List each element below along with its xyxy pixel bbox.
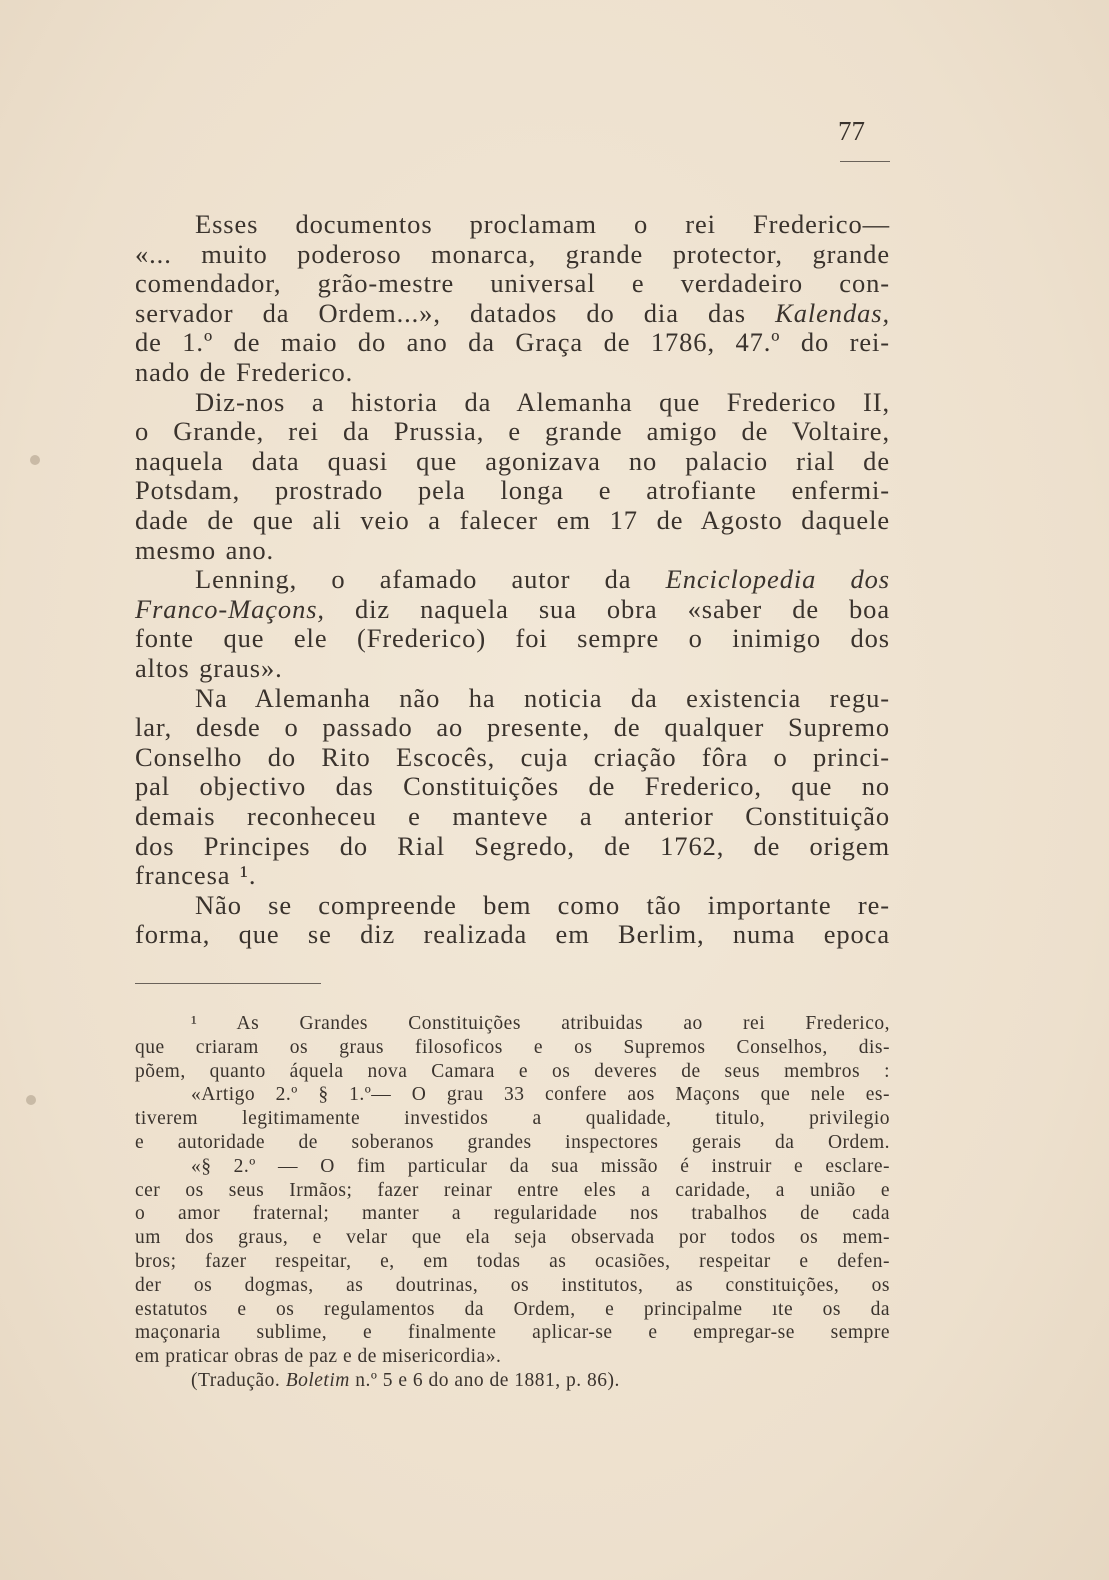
footnote-line xyxy=(135,1179,890,1203)
text-segment: de 1.º de maio do ano da Graça de 1786, 47.º do rei- xyxy=(135,327,890,358)
text-line xyxy=(135,564,890,594)
text-line xyxy=(135,416,890,446)
text-line xyxy=(135,505,890,535)
text-line xyxy=(135,623,890,653)
text-segment: diz naquela sua obra «saber de boa xyxy=(324,593,890,624)
text-segment: cer os seus Irmãos; fazer reinar entre eles a caridade, a união e xyxy=(135,1179,890,1201)
text-line xyxy=(135,268,890,298)
text-line xyxy=(135,860,890,890)
footnote-line xyxy=(135,1012,890,1036)
text-segment: francesa ¹. xyxy=(135,860,257,891)
text-line xyxy=(135,239,890,269)
footnote-separator xyxy=(135,983,321,984)
footnote-line xyxy=(135,1036,890,1060)
text-segment: põem, quanto áquela nova Camara e os deveres de seus membros : xyxy=(135,1060,890,1082)
footnote-line xyxy=(135,1298,890,1322)
text-line xyxy=(135,831,890,861)
text-line xyxy=(135,683,890,713)
text-line xyxy=(135,209,890,239)
text-segment: dade de que ali veio a falecer em 17 de Agosto daquele xyxy=(135,505,890,535)
footnote-line xyxy=(135,1202,890,1226)
text-segment: Potsdam, prostrado pela longa e atrofiante enfermi- xyxy=(135,475,890,506)
text-segment: Diz-nos a historia da Alemanha que Frederico II, xyxy=(195,386,890,417)
text-segment: mesmo ano. xyxy=(135,534,275,565)
text-segment: «... muito poderoso monarca, grande protector, grande xyxy=(135,238,890,269)
text-segment: Lenning, o afamado autor da xyxy=(195,564,666,595)
text-segment: em praticar obras de paz e de misericordia». xyxy=(135,1346,502,1368)
text-line xyxy=(135,801,890,831)
text-segment: lar, desde o passado ao presente, de qualquer Supremo xyxy=(135,712,890,743)
margin-blemish xyxy=(26,1095,36,1105)
footnote-line xyxy=(135,1226,890,1250)
footnote-line xyxy=(135,1131,890,1155)
footnote-line xyxy=(135,1250,890,1274)
footnote-line xyxy=(135,1083,890,1107)
text-segment: e autoridade de soberanos grandes inspectores gerais da Ordem. xyxy=(135,1132,890,1153)
text-segment: n.º 5 e 6 do ano de 1881, p. 86). xyxy=(349,1370,620,1391)
text-line xyxy=(135,919,890,949)
italic-text: Franco-Maçons, xyxy=(135,593,325,624)
margin-blemish xyxy=(30,455,40,465)
text-segment: (Tradução. xyxy=(191,1370,286,1391)
footnote-line xyxy=(135,1155,890,1179)
text-line xyxy=(135,535,890,565)
text-segment: tiverem legitimamente investidos a qualidade, titulo, privilegio xyxy=(135,1108,890,1130)
text-segment: dos Principes do Rial Segredo, de 1762, de origem xyxy=(135,830,890,861)
footnote-line xyxy=(135,1274,890,1298)
text-segment: Não se compreende bem como tão importante re- xyxy=(195,889,890,920)
text-segment: pal objectivo das Constituições de Frederico, que no xyxy=(135,771,890,802)
italic-text: Kalendas, xyxy=(775,297,890,328)
page-number-rule xyxy=(840,161,890,162)
text-segment: forma, que se diz realizada em Berlim, numa epoca xyxy=(135,919,890,950)
text-line xyxy=(135,890,890,920)
text-segment: nado de Frederico. xyxy=(135,357,354,387)
text-segment: maçonaria sublime, e finalmente aplicar-se e empregar-se sempre xyxy=(135,1322,890,1344)
footnote-line xyxy=(135,1107,890,1131)
text-line xyxy=(135,327,890,357)
footnote-line xyxy=(135,1321,890,1345)
text-segment: Conselho do Rito Escocês, cuja criação fôra o princi- xyxy=(135,741,890,772)
text-segment: der os dogmas, as doutrinas, os institutos, as constituições, os xyxy=(135,1274,890,1296)
text-line xyxy=(135,446,890,476)
italic-text: Boletim xyxy=(285,1370,350,1391)
text-line xyxy=(135,298,890,328)
footnote-line xyxy=(135,1369,890,1393)
text-line xyxy=(135,357,890,387)
text-line xyxy=(135,475,890,505)
text-line xyxy=(135,387,890,417)
text-segment: Na Alemanha não ha noticia da existencia regu- xyxy=(195,682,890,713)
text-segment: ¹ As Grandes Constituições atribuidas ao rei Frederico, xyxy=(191,1013,890,1034)
text-line xyxy=(135,712,890,742)
text-segment: bros; fazer respeitar, e, em todas as ocasiões, respeitar e defen- xyxy=(135,1251,890,1272)
text-line xyxy=(135,742,890,772)
text-line xyxy=(135,653,890,683)
text-segment: fonte que ele (Frederico) foi sempre o inimigo dos xyxy=(135,623,890,654)
text-segment: o amor fraternal; manter a regularidade nos trabalhos de cada xyxy=(135,1203,890,1225)
text-segment: altos graus». xyxy=(135,653,283,683)
footnote-line xyxy=(135,1060,890,1084)
text-segment: demais reconheceu e manteve a anterior Constituição xyxy=(135,801,890,831)
text-line xyxy=(135,771,890,801)
text-segment: «Artigo 2.º § 1.º— O grau 33 confere aos Maçons que nele es- xyxy=(191,1084,890,1106)
text-segment: «§ 2.º — O fim particular da sua missão é instruir e esclare- xyxy=(191,1155,890,1177)
text-segment: comendador, grão-mestre universal e verdadeiro con- xyxy=(135,268,890,299)
page-number: 77 xyxy=(838,116,865,146)
italic-text: Enciclopedia dos xyxy=(665,564,890,595)
text-segment: servador da Ordem...», datados do dia das xyxy=(135,297,776,328)
text-line xyxy=(135,594,890,624)
text-segment: o Grande, rei da Prussia, e grande amigo de Voltaire, xyxy=(135,416,890,447)
footnote-line xyxy=(135,1345,890,1369)
text-segment: que criaram os graus filosoficos e os Supremos Conselhos, dis- xyxy=(135,1036,890,1058)
text-segment: naquela data quasi que agonizava no palacio rial de xyxy=(135,445,890,476)
text-segment: Esses documentos proclamam o rei Frederico— xyxy=(195,209,890,239)
text-segment: um dos graus, e velar que ela seja observada por todos os mem- xyxy=(135,1227,890,1249)
text-segment: estatutos e os regulamentos da Ordem, e principalme ıte os da xyxy=(135,1298,890,1320)
